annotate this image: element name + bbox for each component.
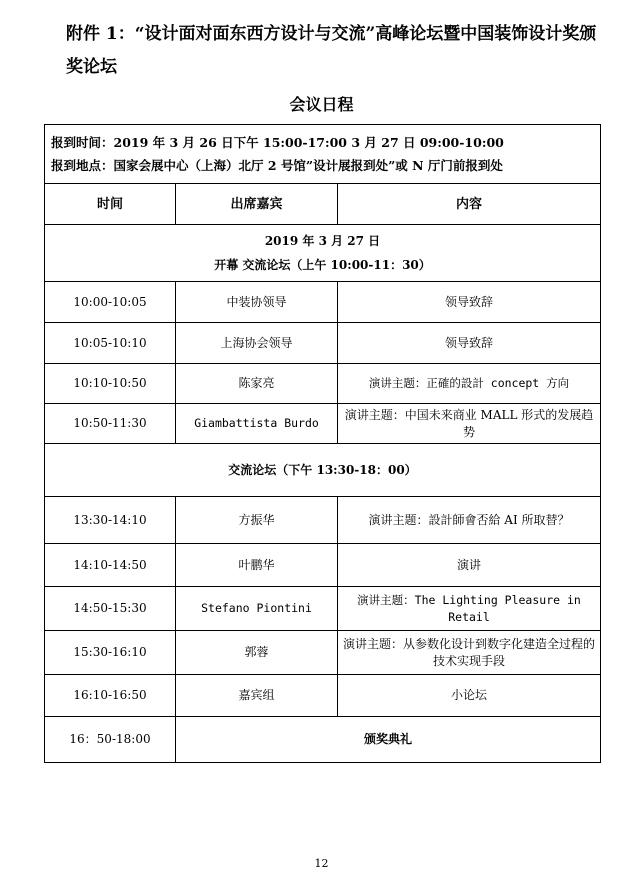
registration-place: 报到地点：国家会展中心（上海）北厅 2 号馆”设计展报到处”或 N 厅门前报到处: [51, 158, 503, 173]
guest-cell: 叶鹏华: [176, 544, 338, 587]
guest-cell: Stefano Piontini: [176, 587, 338, 631]
session-title-morning: 开幕 交流论坛（上午 10:00-11：30）: [214, 258, 431, 272]
header-guest: 出席嘉宾: [176, 184, 338, 225]
table-row: [45, 364, 601, 404]
time-cell: 16：50-18:00: [45, 717, 176, 763]
registration-row: [45, 125, 601, 184]
time-cell: 15:30-16:10: [45, 631, 176, 675]
table-row: [45, 544, 601, 587]
guest-cell: 嘉宾组: [176, 675, 338, 717]
table-row: [45, 404, 601, 444]
session-row-morning: [45, 225, 601, 282]
session-row-afternoon: [45, 444, 601, 497]
time-cell: 16:10-16:50: [45, 675, 176, 717]
table-row: [45, 323, 601, 364]
table-row: [45, 631, 601, 675]
time-cell: 10:10-10:50: [45, 364, 176, 404]
registration-info: [45, 125, 601, 184]
session-cell-morning: [45, 225, 601, 282]
header-content: 内容: [338, 184, 601, 225]
table-row: [45, 675, 601, 717]
guest-cell: 上海协会领导: [176, 323, 338, 364]
content-cell: 小论坛: [338, 675, 601, 717]
content-cell: 演讲: [338, 544, 601, 587]
content-cell: 领导致辞: [338, 323, 601, 364]
content-cell: 演讲主题：从参数化设计到数字化建造全过程的技术实现手段: [338, 631, 601, 675]
table-row: [45, 282, 601, 323]
content-cell: 领导致辞: [338, 282, 601, 323]
session-title-afternoon: 交流论坛（下午 13:30-18：00）: [45, 444, 601, 497]
guest-cell: Giambattista Burdo: [176, 404, 338, 444]
table-row-final: [45, 717, 601, 763]
time-cell: 10:05-10:10: [45, 323, 176, 364]
registration-time: 报到时间：2019 年 3 月 26 日下午 15:00-17:00 3 月 27 日 09:00-10:00: [51, 135, 504, 150]
content-cell: 演讲主题：正確的設計 concept 方向: [338, 364, 601, 404]
time-cell: 14:10-14:50: [45, 544, 176, 587]
time-cell: 13:30-14:10: [45, 497, 176, 544]
award-ceremony-cell: 颁奖典礼: [176, 717, 601, 763]
content-cell: 演讲主题：The Lighting Pleasure in Retail: [338, 587, 601, 631]
table-row: [45, 587, 601, 631]
time-cell: 10:00-10:05: [45, 282, 176, 323]
schedule-table: [44, 124, 601, 763]
schedule-title: 会议日程: [289, 95, 354, 114]
table-header-row: [45, 184, 601, 225]
guest-cell: 方振华: [176, 497, 338, 544]
guest-cell: 郭蓉: [176, 631, 338, 675]
time-cell: 10:50-11:30: [45, 404, 176, 444]
time-cell: 14:50-15:30: [45, 587, 176, 631]
guest-cell: 中装协领导: [176, 282, 338, 323]
header-time: 时间: [45, 184, 176, 225]
content-cell: 演讲主题：設計師會否給 AI 所取替？: [338, 497, 601, 544]
page-number: 12: [314, 857, 329, 870]
guest-cell: 陈家亮: [176, 364, 338, 404]
session-date: 2019 年 3 月 27 日: [264, 234, 381, 248]
content-cell: 演讲主题：中国未来商业 MALL 形式的发展趋势: [338, 404, 601, 444]
page-heading: 附件 1：“设计面对面东西方设计与交流”高峰论坛暨中国装饰设计奖颁奖论坛: [66, 24, 597, 77]
table-row: [45, 497, 601, 544]
